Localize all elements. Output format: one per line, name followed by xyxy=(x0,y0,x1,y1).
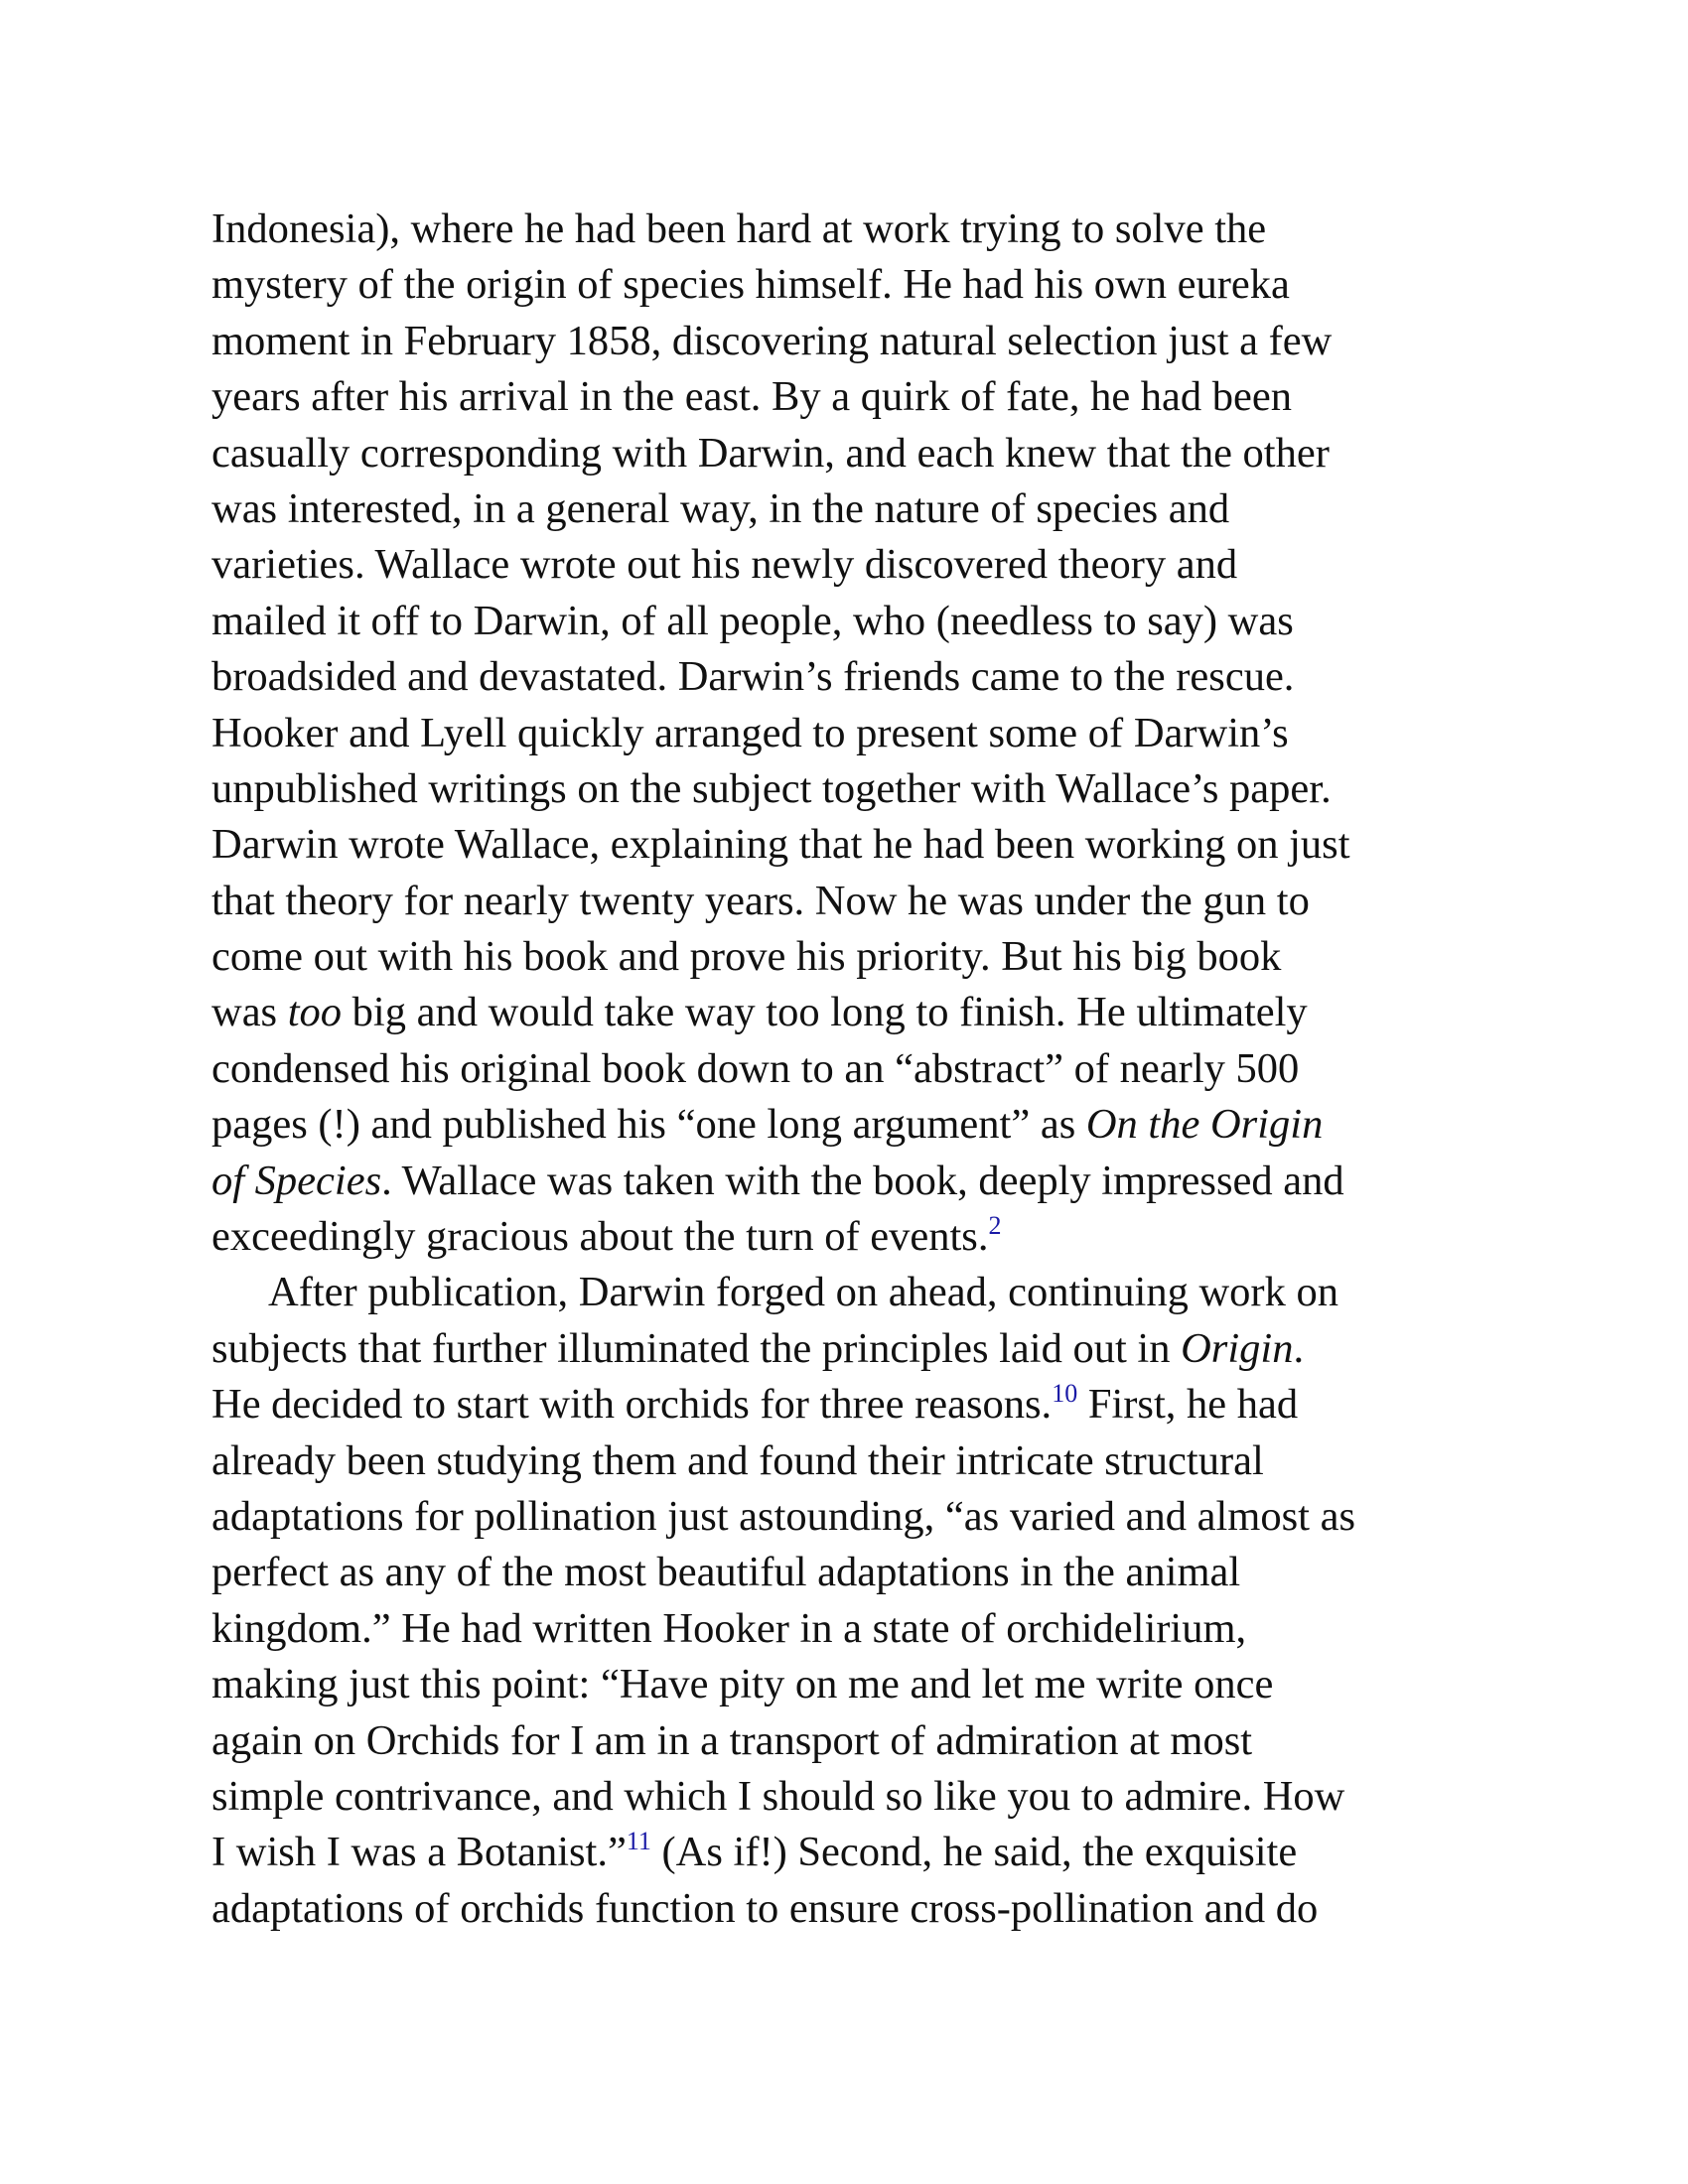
text-line xyxy=(211,1825,1492,1880)
text-segment: subjects that further illuminated the principles laid out in xyxy=(211,1324,1182,1372)
text-line: moment in February 1858, discovering natural selection just a few xyxy=(211,317,1333,364)
book-title-italic: of Species xyxy=(211,1157,382,1204)
text-segment: He decided to start with orchids for three reasons. xyxy=(211,1381,1053,1429)
text-line xyxy=(211,1209,1492,1265)
footnote-link-11[interactable]: 11 xyxy=(626,1827,651,1856)
text-line: unpublished writings on the subject together with Wallace’s paper. xyxy=(211,764,1332,812)
body-text xyxy=(211,202,1492,1937)
text-line: casually corresponding with Darwin, and each knew that the other xyxy=(211,429,1330,477)
book-title-italic: Origin xyxy=(1181,1324,1294,1372)
text-line: mailed it off to Darwin, of all people, who (needless to say) was xyxy=(211,597,1294,644)
text-line: mystery of the origin of species himself. He had his own eureka xyxy=(211,261,1290,309)
text-segment: exceedingly gracious about the turn of events. xyxy=(211,1213,989,1261)
footnote-link-10[interactable]: 10 xyxy=(1052,1379,1078,1409)
text-line: varieties. Wallace wrote out his newly discovered theory and xyxy=(211,541,1238,589)
text-line xyxy=(211,1321,1492,1377)
text-line: adaptations for pollination just astounding, “as varied and almost as xyxy=(211,1492,1355,1540)
text-line: Indonesia), where he had been hard at work trying to solve the xyxy=(211,205,1267,252)
text-line: kingdom.” He had written Hooker in a state of orchidelirium, xyxy=(211,1604,1247,1652)
text-segment: was xyxy=(211,989,288,1036)
text-line: adaptations of orchids function to ensure cross-pollination and do xyxy=(211,1884,1319,1932)
text-line: perfect as any of the most beautiful adaptations in the animal xyxy=(211,1549,1241,1596)
text-line: simple contrivance, and which I should so like you to admire. How xyxy=(211,1772,1345,1820)
text-line: already been studying them and found their intricate structural xyxy=(211,1436,1264,1484)
text-segment: big and would take way too long to finish. He ultimately xyxy=(342,989,1308,1036)
text-line: Darwin wrote Wallace, explaining that he had been working on just xyxy=(211,821,1350,869)
text-line xyxy=(211,1377,1492,1433)
text-line xyxy=(211,1154,1492,1209)
text-line: was interested, in a general way, in the nature of species and xyxy=(211,484,1230,532)
text-line xyxy=(211,985,1492,1040)
text-line xyxy=(211,1097,1492,1153)
paragraph-first-line: After publication, Darwin forged on ahead, continuing work on xyxy=(268,1269,1338,1316)
text-segment: pages (!) and published his “one long argument” as xyxy=(211,1101,1086,1149)
book-title-italic: On the Origin xyxy=(1085,1101,1324,1149)
text-line: broadsided and devastated. Darwin’s friends came to the rescue. xyxy=(211,653,1295,701)
text-line: again on Orchids for I am in a transport of admiration at most xyxy=(211,1716,1253,1764)
text-line: Hooker and Lyell quickly arranged to present some of Darwin’s xyxy=(211,709,1289,756)
text-line: that theory for nearly twenty years. Now he was under the gun to xyxy=(211,877,1310,924)
text-segment: (As if!) Second, he said, the exquisite xyxy=(650,1829,1298,1876)
text-segment: First, he had xyxy=(1077,1381,1299,1429)
text-line: years after his arrival in the east. By a quirk of fate, he had been xyxy=(211,373,1293,421)
text-segment: . xyxy=(1293,1324,1305,1372)
footnote-link-2[interactable]: 2 xyxy=(988,1211,1002,1241)
text-line: condensed his original book down to an “abstract” of nearly 500 xyxy=(211,1044,1300,1092)
text-line: come out with his book and prove his priority. But his big book xyxy=(211,933,1282,981)
text-segment: . Wallace was taken with the book, deeply impressed and xyxy=(381,1157,1344,1204)
text-segment: I wish I was a Botanist.” xyxy=(211,1829,627,1876)
emphasis-text: too xyxy=(287,989,343,1036)
text-line: making just this point: “Have pity on me and let me write once xyxy=(211,1661,1274,1708)
